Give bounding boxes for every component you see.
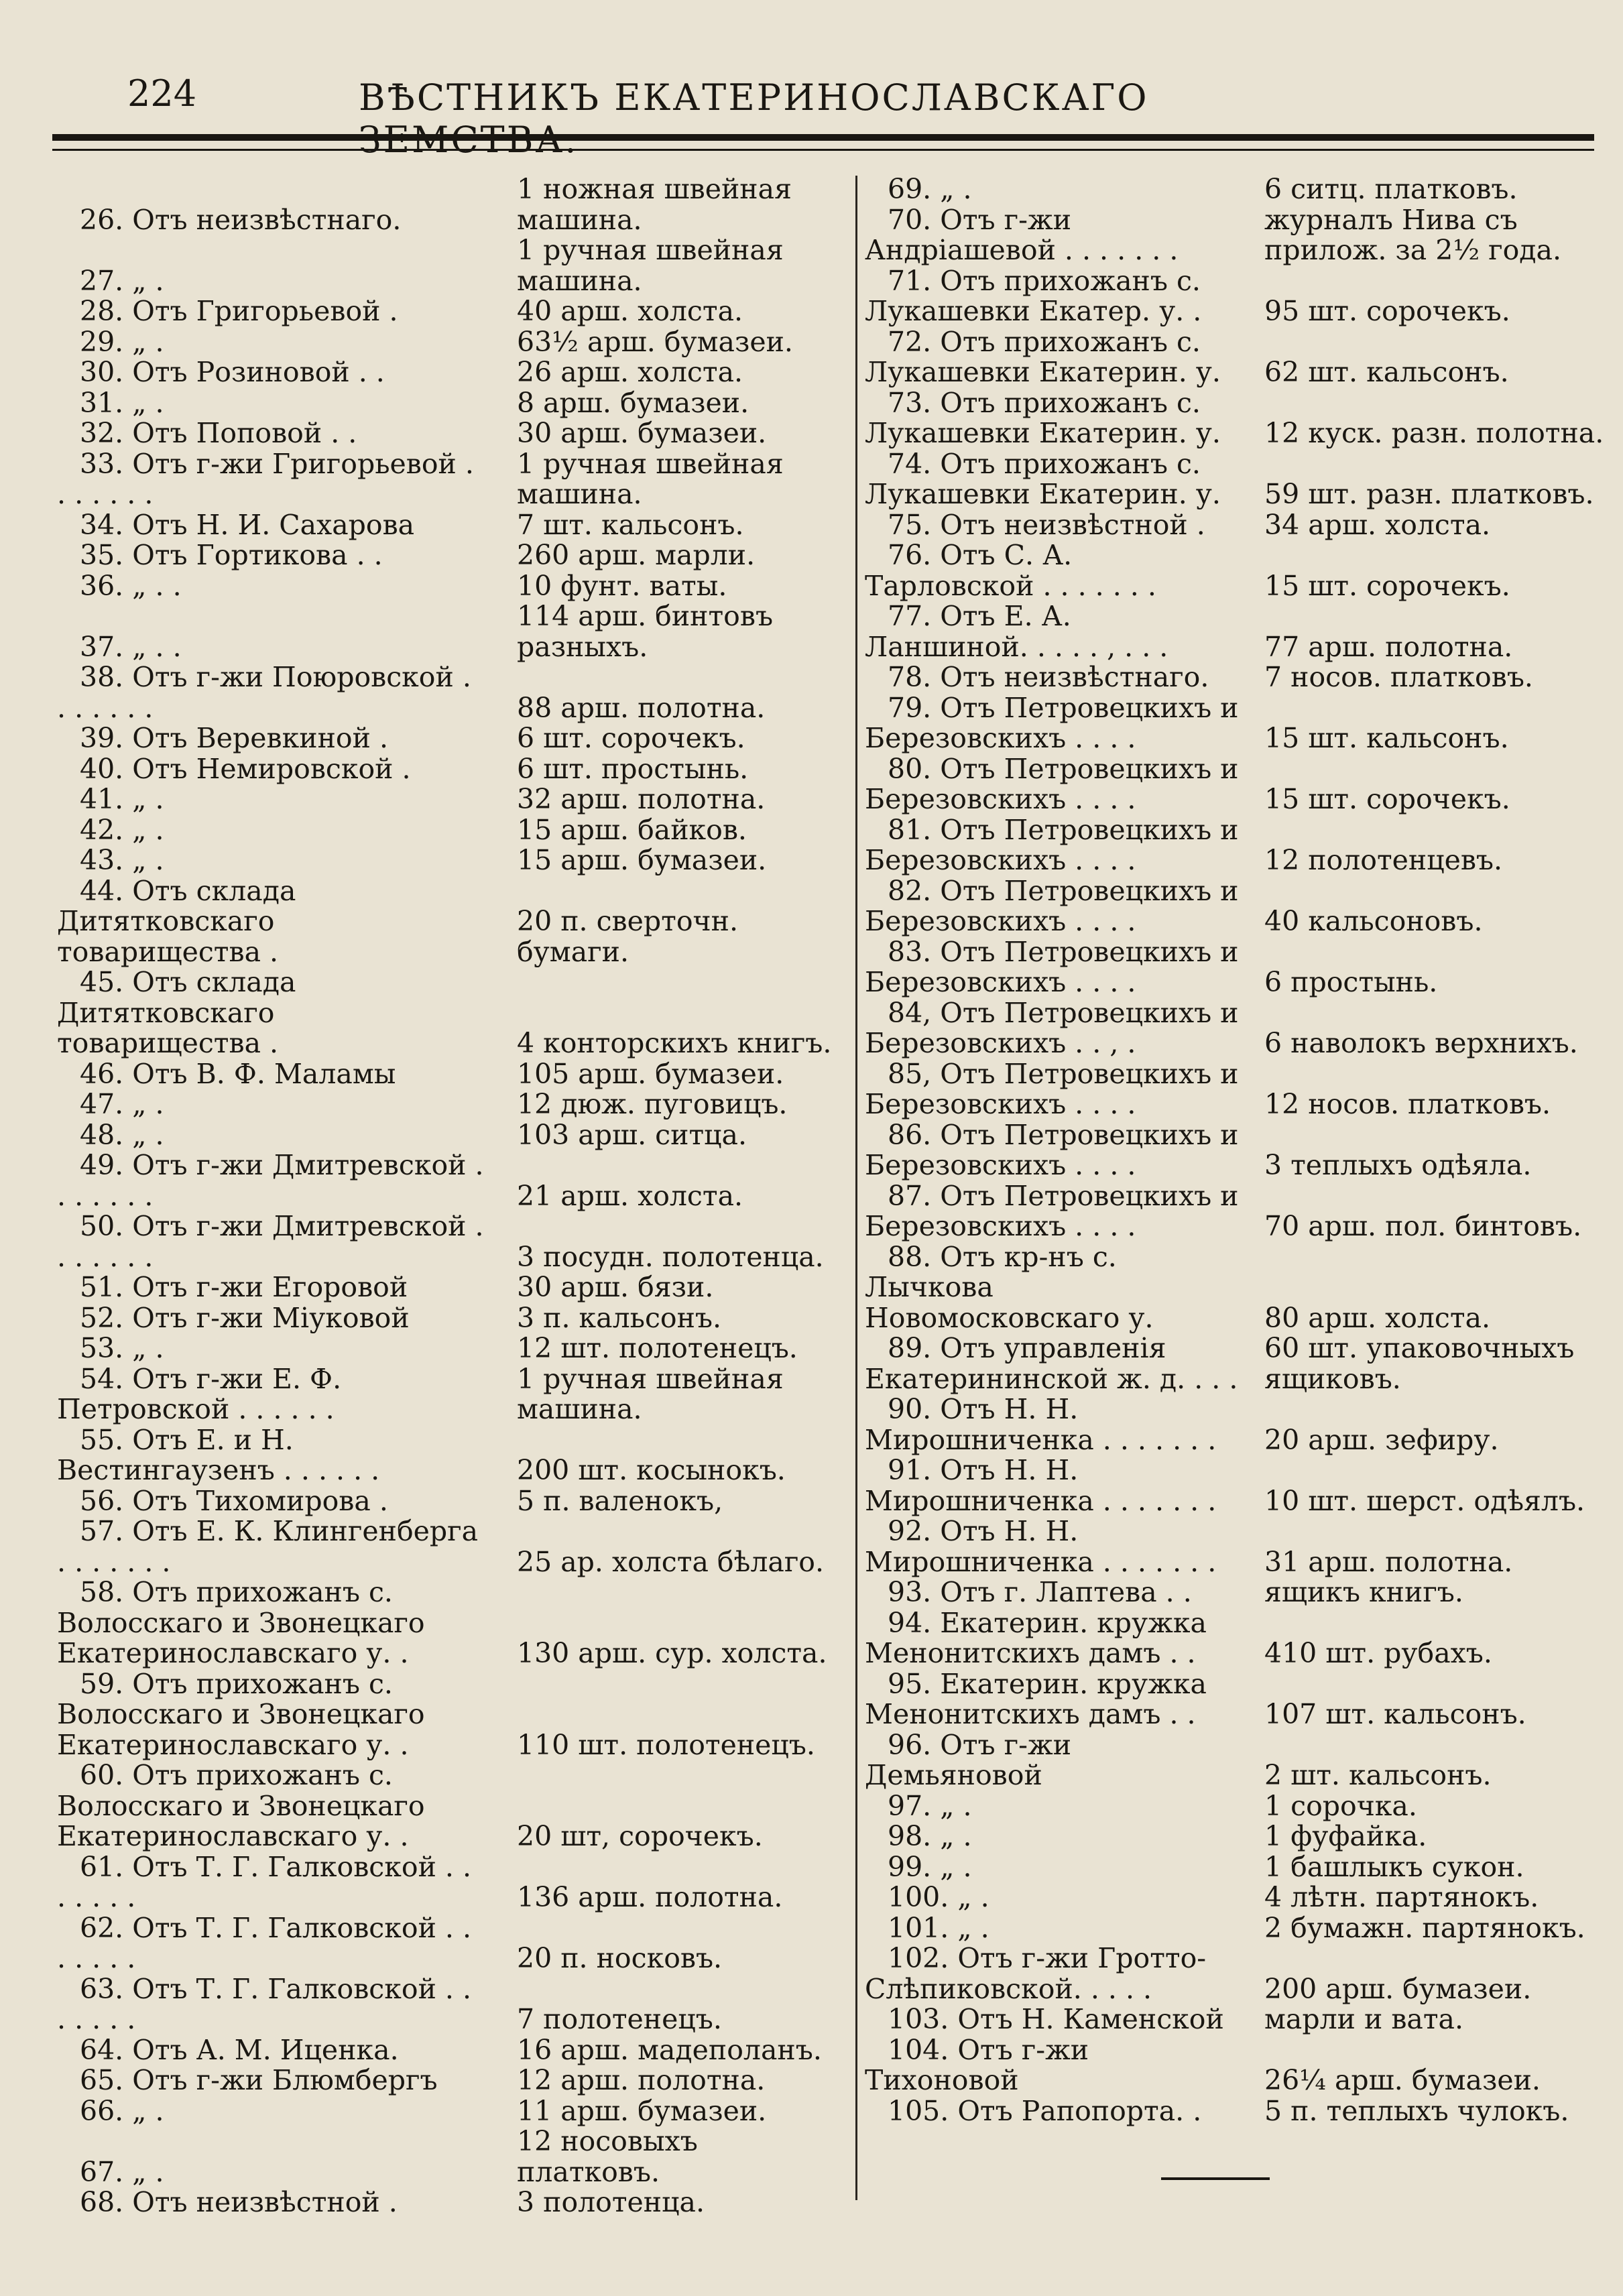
- donor-text: 74. Отъ прихожанъ с. Лукашевки Екатерин. у.: [865, 447, 1221, 510]
- donor-text: 63. Отъ Т. Г. Галковской . . . . . . .: [57, 1972, 472, 2035]
- donation-entry: [57, 357, 843, 388]
- donation-item-text: 4 конторскихъ книгъ.: [517, 1027, 832, 1059]
- donation-entry: [57, 388, 843, 419]
- donation-entry: [57, 876, 843, 968]
- donor-text: 87. Отъ Петровецкихъ и Березовскихъ . . . .: [865, 1179, 1239, 1242]
- donor-text: 56. Отъ Тихомирова .: [80, 1484, 388, 1517]
- donation-entry: [57, 174, 843, 235]
- donor-text: 94. Екатерин. кружка Менонитскихъ дамъ . .: [865, 1606, 1207, 1669]
- donation-entry: [865, 1516, 1614, 1577]
- donation-entry: [57, 510, 843, 541]
- page-header: [127, 72, 1321, 133]
- donor-text: 55. Отъ Е. и Н. Вестингаузенъ . . . . . .: [57, 1423, 380, 1486]
- donation-entry: [865, 1943, 1614, 2004]
- donation-item-text: 31 арш. полотна.: [1264, 1545, 1513, 1578]
- donation-entry: [57, 540, 843, 571]
- header-rule-thick: [52, 134, 1594, 141]
- donor-text: 64. Отъ А. М. Иценка.: [80, 2033, 399, 2066]
- donor-text: 53. „ .: [80, 1332, 164, 1364]
- donation-item-text: 1 ножная швейная машина.: [517, 173, 792, 236]
- donation-item-text: 10 шт. шерст. одѣялъ.: [1264, 1484, 1585, 1517]
- donation-entry: [865, 1394, 1614, 1455]
- donor-text: 73. Отъ прихожанъ с. Лукашевки Екатерин. у.: [865, 386, 1221, 449]
- donation-item-text: 59 шт. разн. платковъ.: [1264, 478, 1594, 510]
- donation-item-text: 15 шт. кальсонъ.: [1264, 722, 1509, 754]
- donation-item-text: 40 кальсоновъ.: [1264, 905, 1483, 937]
- donor-text: 86. Отъ Петровецкихъ и Березовскихъ . . . .: [865, 1118, 1239, 1181]
- donor-text: 48. „ .: [80, 1118, 164, 1151]
- donation-entry: [865, 174, 1614, 205]
- donor-text: 32. Отъ Поповой . .: [80, 417, 357, 449]
- donor-text: 45. Отъ склада Дитятковскаго товарищества .: [57, 966, 296, 1059]
- donation-item-text: 30 арш. бязи.: [517, 1271, 714, 1303]
- right-column: [865, 174, 1614, 2126]
- page-number: 224: [127, 72, 197, 115]
- donation-entry: [865, 510, 1614, 541]
- donor-text: 80. Отъ Петровецкихъ и Березовскихъ . . . .: [865, 752, 1239, 815]
- donor-text: 38. Отъ г-жи Поюровской . . . . . . .: [57, 661, 471, 724]
- donor-text: 60. Отъ прихожанъ с. Волосскаго и Звонецкаго Екатеринославскаго у. .: [57, 1759, 425, 1852]
- donation-entry: [865, 1821, 1614, 1852]
- donation-item-text: 2 шт. кальсонъ.: [1264, 1759, 1492, 1791]
- donor-text: 100. „ .: [888, 1881, 989, 1913]
- donor-text: 51. Отъ г-жи Егоровой: [80, 1271, 408, 1303]
- end-rule: [1161, 2177, 1270, 2180]
- donation-entry: [865, 1852, 1614, 1883]
- donor-text: 27. „ .: [80, 264, 164, 297]
- donation-item-text: 12 полотенцевъ.: [1264, 844, 1503, 876]
- donation-item-text: 110 шт. полотенецъ.: [517, 1728, 815, 1761]
- donation-item-text: 88 арш. полотна.: [517, 691, 766, 724]
- donation-item-text: 5 п. валенокъ,: [517, 1484, 723, 1517]
- donation-entry: [865, 754, 1614, 815]
- donor-text: 59. Отъ прихожанъ с. Волосскаго и Звонецкаго Екатеринославскаго у. .: [57, 1667, 425, 1761]
- donation-item-text: 8 арш. бумазеи.: [517, 386, 749, 419]
- donation-entry: [865, 1577, 1614, 1608]
- donation-entry: [57, 2126, 843, 2187]
- donation-item-text: 95 шт. сорочекъ.: [1264, 295, 1510, 327]
- donation-item-text: 3 посудн. полотенца.: [517, 1240, 824, 1273]
- donation-item-text: 3 полотенца.: [517, 2186, 705, 2218]
- donation-item-text: 34 арш. холста.: [1264, 508, 1491, 541]
- donation-item-text: 30 арш. бумазеи.: [517, 417, 767, 449]
- donation-item-text: 15 шт. сорочекъ.: [1264, 569, 1510, 602]
- donation-item-text: 12 куск. разн. полотна.: [1264, 417, 1604, 449]
- donor-text: 33. Отъ г-жи Григорьевой . . . . . . .: [57, 447, 474, 510]
- donation-entry: [57, 1211, 843, 1272]
- donor-text: 89. Отъ управленія Екатерининской ж. д. . . .: [865, 1332, 1238, 1395]
- donation-item-text: 410 шт. рубахъ.: [1264, 1637, 1492, 1669]
- column-divider: [855, 176, 857, 2200]
- donor-text: 28. Отъ Григорьевой .: [80, 295, 398, 327]
- donation-entry: [57, 723, 843, 754]
- donation-item-text: 2 бумажн. партянокъ.: [1264, 1911, 1585, 1944]
- donation-item-text: 15 арш. бумазеи.: [517, 844, 767, 876]
- donor-text: 105. Отъ Рапопорта. .: [888, 2094, 1202, 2127]
- donor-text: 96. Отъ г-жи Демьяновой: [865, 1728, 1072, 1791]
- donation-entry: [57, 1516, 843, 1577]
- donation-item-text: 6 шт. сорочекъ.: [517, 722, 745, 754]
- donor-text: 81. Отъ Петровецкихъ и Березовскихъ . . . .: [865, 813, 1239, 876]
- donation-item-text: 6 простынь.: [1264, 966, 1438, 998]
- donation-item-text: 20 арш. зефиру.: [1264, 1423, 1499, 1456]
- donation-item-text: 1 сорочка.: [1264, 1789, 1417, 1822]
- donation-entry: [57, 1577, 843, 1669]
- donor-text: 43. „ .: [80, 844, 164, 876]
- donation-entry: [57, 1852, 843, 1913]
- donation-item-text: 63½ арш. бумазеи.: [517, 325, 793, 358]
- donation-entry: [57, 1669, 843, 1761]
- donation-item-text: 62 шт. кальсонъ.: [1264, 356, 1509, 388]
- header-rule-thin: [52, 149, 1594, 151]
- donation-item-text: 10 фунт. ваты.: [517, 569, 727, 602]
- donor-text: 39. Отъ Веревкиной .: [80, 722, 388, 754]
- donation-entry: [57, 845, 843, 876]
- donor-text: 98. „ .: [888, 1820, 972, 1852]
- donation-item-text: 77 арш. полотна.: [1264, 630, 1513, 663]
- donation-entry: [57, 296, 843, 327]
- donation-item-text: 12 шт. полотенецъ.: [517, 1332, 798, 1364]
- donation-entry: [865, 815, 1614, 876]
- donation-entry: [865, 937, 1614, 998]
- donation-entry: [865, 1913, 1614, 1944]
- donation-entry: [865, 388, 1614, 449]
- donation-item-text: 5 п. теплыхъ чулокъ.: [1264, 2094, 1569, 2127]
- donor-text: 34. Отъ Н. И. Сахарова: [80, 508, 415, 541]
- donor-text: 103. Отъ Н. Каменской: [888, 2003, 1224, 2035]
- donor-text: 97. „ .: [888, 1789, 972, 1822]
- donation-entry: [865, 2096, 1614, 2127]
- donor-text: 102. Отъ г-жи Гротто-Слѣпиковской. . . . .: [865, 1942, 1207, 2005]
- donation-entry: [865, 1608, 1614, 1669]
- donation-item-text: 11 арш. бумазеи.: [517, 2094, 767, 2127]
- donation-item-text: 12 дюж. пуговицъ.: [517, 1088, 788, 1120]
- donor-text: 88. Отъ кр-нъ с. Лычкова Новомосковскаго у.: [865, 1240, 1154, 1334]
- donor-text: 92. Отъ Н. Н. Мирошниченка . . . . . . .: [865, 1515, 1217, 1578]
- donation-item-text: 20 шт, сорочекъ.: [517, 1820, 763, 1852]
- donor-text: 101. „ .: [888, 1911, 989, 1944]
- donation-item-text: 200 арш. бумазеи.: [1264, 1972, 1532, 2005]
- donation-entry: [865, 327, 1614, 388]
- donation-entry: [865, 2004, 1614, 2035]
- donation-entry: [865, 205, 1614, 266]
- donor-text: 61. Отъ Т. Г. Галковской . . . . . . .: [57, 1850, 472, 1913]
- donation-entry: [865, 1120, 1614, 1181]
- donor-text: 84, Отъ Петровецкихъ и Березовскихъ . . , .: [865, 996, 1239, 1059]
- donation-entry: [57, 1272, 843, 1303]
- donor-text: 95. Екатерин. кружка Менонитскихъ дамъ . .: [865, 1667, 1207, 1730]
- donation-item-text: 21 арш. холста.: [517, 1179, 743, 1212]
- donor-text: 67. „ .: [80, 2155, 164, 2188]
- donation-entry: [865, 1791, 1614, 1822]
- donation-item-text: 1 ручная швейная машина.: [517, 447, 784, 510]
- donation-entry: [57, 1486, 843, 1517]
- donation-entry: [57, 571, 843, 602]
- donor-text: 104. Отъ г-жи Тихоновой: [865, 2033, 1089, 2096]
- donation-item-text: 107 шт. кальсонъ.: [1264, 1698, 1526, 1730]
- donation-item-text: 260 арш. марли.: [517, 539, 756, 571]
- donation-item-text: 6 наволокъ верхнихъ.: [1264, 1027, 1578, 1059]
- donation-entry: [57, 2096, 843, 2127]
- donor-text: 42. „ .: [80, 813, 164, 846]
- donation-entry: [865, 1059, 1614, 1120]
- donation-item-text: 103 арш. ситца.: [517, 1118, 747, 1151]
- donation-entry: [865, 266, 1614, 327]
- donation-entry: [57, 1760, 843, 1852]
- donation-item-text: 15 шт. сорочекъ.: [1264, 783, 1510, 815]
- donation-entry: [57, 1089, 843, 1120]
- donation-item-text: 7 полотенецъ.: [517, 2003, 722, 2035]
- donation-item-text: 25 ар. холста бѣлаго.: [517, 1545, 825, 1578]
- donation-entry: [57, 1974, 843, 2035]
- donor-text: 83. Отъ Петровецкихъ и Березовскихъ . . . .: [865, 935, 1239, 998]
- donation-item-text: журналъ Нива съ прилож. за 2½ года.: [1264, 203, 1561, 266]
- donor-text: 26. Отъ неизвѣстнаго.: [80, 203, 402, 236]
- donor-text: 37. „ . .: [80, 630, 182, 663]
- donor-text: 50. Отъ г-жи Дмитревской . . . . . . .: [57, 1210, 484, 1273]
- donor-text: 79. Отъ Петровецкихъ и Березовскихъ . . . .: [865, 691, 1239, 754]
- donation-entry: [57, 2065, 843, 2096]
- donation-item-text: 26¼ арш. бумазеи.: [1264, 2064, 1541, 2096]
- donor-text: 85, Отъ Петровецкихъ и Березовскихъ . . . .: [865, 1057, 1239, 1120]
- left-column: [57, 174, 843, 2218]
- donor-text: 70. Отъ г-жи Андріашевой . . . . . . .: [865, 203, 1179, 266]
- donation-item-text: 1 ручная швейная машина.: [517, 1362, 784, 1425]
- donation-item-text: 80 арш. холста.: [1264, 1301, 1491, 1334]
- donation-entry: [865, 1181, 1614, 1242]
- donation-item-text: 15 арш. байков.: [517, 813, 747, 846]
- donor-text: 31. „ .: [80, 386, 164, 419]
- donation-entry: [57, 1364, 843, 1425]
- donation-entry: [865, 540, 1614, 601]
- donation-entry: [57, 601, 843, 662]
- donation-entry: [57, 1059, 843, 1090]
- donor-text: 41. „ .: [80, 783, 164, 815]
- donor-text: 78. Отъ неизвѣстнаго.: [888, 661, 1209, 693]
- donation-entry: [865, 1669, 1614, 1730]
- donation-item-text: 200 шт. косынокъ.: [517, 1454, 786, 1486]
- donation-item-text: 26 арш. холста.: [517, 356, 743, 388]
- donor-text: 40. Отъ Немировской .: [80, 752, 411, 785]
- donor-text: 99. „ .: [888, 1850, 972, 1883]
- donation-entry: [57, 1303, 843, 1334]
- donation-entry: [865, 876, 1614, 937]
- donation-item-text: 3 теплыхъ одѣяла.: [1264, 1149, 1532, 1181]
- donation-entry: [57, 754, 843, 785]
- donor-text: 49. Отъ г-жи Дмитревской . . . . . . .: [57, 1149, 484, 1212]
- donor-text: 62. Отъ Т. Г. Галковской . . . . . . .: [57, 1911, 472, 1974]
- donor-text: 30. Отъ Розиновой . .: [80, 356, 385, 388]
- donor-text: 68. Отъ неизвѣстной .: [80, 2186, 398, 2218]
- donation-item-text: 6 ситц. платковъ.: [1264, 173, 1518, 205]
- donation-item-text: 136 арш. полотна.: [517, 1881, 783, 1913]
- donor-text: 46. Отъ В. Ф. Маламы: [80, 1057, 396, 1090]
- donor-text: 54. Отъ г-жи Е. Ф. Петровской . . . . . .: [57, 1362, 342, 1425]
- donation-item-text: 4 лѣтн. партянокъ.: [1264, 1881, 1539, 1913]
- donation-entry: [865, 1333, 1614, 1394]
- donation-entry: [57, 2035, 843, 2066]
- donation-entry: [57, 418, 843, 449]
- donation-entry: [57, 784, 843, 815]
- donation-item-text: 12 арш. полотна.: [517, 2064, 766, 2096]
- donation-entry: [57, 1913, 843, 1974]
- donation-item-text: 1 башлыкъ сукон.: [1264, 1850, 1524, 1883]
- donor-text: 93. Отъ г. Лаптева . .: [888, 1576, 1192, 1608]
- donation-item-text: 105 арш. бумазеи.: [517, 1057, 784, 1090]
- donor-text: 75. Отъ неизвѣстной .: [888, 508, 1205, 541]
- donor-text: 52. Отъ г-жи Міуковой: [80, 1301, 410, 1334]
- donor-text: 44. Отъ склада Дитятковскаго товарищества .: [57, 874, 296, 968]
- donation-entry: [865, 1455, 1614, 1516]
- donation-item-text: 70 арш. пол. бинтовъ.: [1264, 1210, 1582, 1242]
- donation-item-text: 6 шт. простынь.: [517, 752, 749, 785]
- donation-item-text: 130 арш. сур. холста.: [517, 1637, 827, 1669]
- donation-entry: [865, 1882, 1614, 1913]
- donor-text: 35. Отъ Гортикова . .: [80, 539, 383, 571]
- donor-text: 69. „ .: [888, 173, 972, 205]
- donor-text: 36. „ . .: [80, 569, 182, 602]
- donation-item-text: 40 арш. холста.: [517, 295, 743, 327]
- donor-text: 57. Отъ Е. К. Клингенберга . . . . . . .: [57, 1515, 479, 1578]
- donation-item-text: 12 носов. платковъ.: [1264, 1088, 1551, 1120]
- donation-entry: [865, 1730, 1614, 1791]
- donation-entry: [57, 327, 843, 358]
- donation-entry: [865, 662, 1614, 693]
- donor-text: 71. Отъ прихожанъ с. Лукашевки Екатер. у. .: [865, 264, 1202, 327]
- donation-item-text: 12 носовыхъ платковъ.: [517, 2125, 698, 2188]
- donation-entry: [57, 2187, 843, 2218]
- donation-item-text: 20 п. носковъ.: [517, 1942, 723, 1974]
- donor-text: 77. Отъ Е. А. Ланшиной. . . . . , . . .: [865, 600, 1168, 663]
- journal-title: ВѢСТНИКЪ ЕКАТЕРИНОСЛАВСКАГО: [359, 76, 1149, 119]
- donation-entry: [57, 1425, 843, 1486]
- donation-item-text: марли и вата.: [1264, 2003, 1464, 2035]
- donation-item-text: 7 шт. кальсонъ.: [517, 508, 744, 541]
- donation-entry: [57, 1333, 843, 1364]
- donation-entry: [865, 998, 1614, 1059]
- donation-entry: [57, 967, 843, 1059]
- donor-text: 29. „ .: [80, 325, 164, 358]
- donor-text: 91. Отъ Н. Н. Мирошниченка . . . . . . .: [865, 1454, 1217, 1517]
- donation-item-text: 114 арш. бинтовъ разныхъ.: [517, 600, 774, 663]
- donor-text: 90. Отъ Н. Н. Мирошниченка . . . . . . .: [865, 1393, 1217, 1456]
- donor-text: 72. Отъ прихожанъ с. Лукашевки Екатерин. у.: [865, 325, 1221, 388]
- donation-entry: [57, 235, 843, 296]
- donor-text: 65. Отъ г-жи Блюмбергъ: [80, 2064, 438, 2096]
- donor-text: 47. „ .: [80, 1088, 164, 1120]
- donation-item-text: 1 ручная швейная машина.: [517, 234, 784, 297]
- donation-item-text: 3 п. кальсонъ.: [517, 1301, 722, 1334]
- donation-entry: [865, 449, 1614, 510]
- donor-text: 76. Отъ С. А. Тарловской . . . . . . .: [865, 539, 1156, 602]
- donation-entry: [865, 1242, 1614, 1334]
- donation-entry: [57, 1150, 843, 1211]
- donation-item-text: 60 шт. упаковочныхъ ящиковъ.: [1264, 1332, 1575, 1395]
- donation-item-text: ящикъ книгъ.: [1264, 1576, 1463, 1608]
- donation-entry: [57, 662, 843, 723]
- donation-entry: [865, 2035, 1614, 2096]
- donation-item-text: 1 фуфайка.: [1264, 1820, 1427, 1852]
- donor-text: 66. „ .: [80, 2094, 164, 2127]
- donation-item-text: 16 арш. мадеполанъ.: [517, 2033, 822, 2066]
- donation-entry: [57, 1120, 843, 1151]
- donation-item-text: 20 п. сверточн. бумаги.: [517, 905, 738, 968]
- donation-item-text: 7 носов. платковъ.: [1264, 661, 1533, 693]
- donor-text: 58. Отъ прихожанъ с. Волосскаго и Звонецкаго Екатеринославскаго у. .: [57, 1576, 425, 1669]
- donation-entry: [865, 601, 1614, 662]
- donation-entry: [865, 693, 1614, 754]
- donation-item-text: 32 арш. полотна.: [517, 783, 766, 815]
- donation-entry: [57, 449, 843, 510]
- donation-entry: [57, 815, 843, 846]
- donor-text: 82. Отъ Петровецкихъ и Березовскихъ . . . .: [865, 874, 1239, 937]
